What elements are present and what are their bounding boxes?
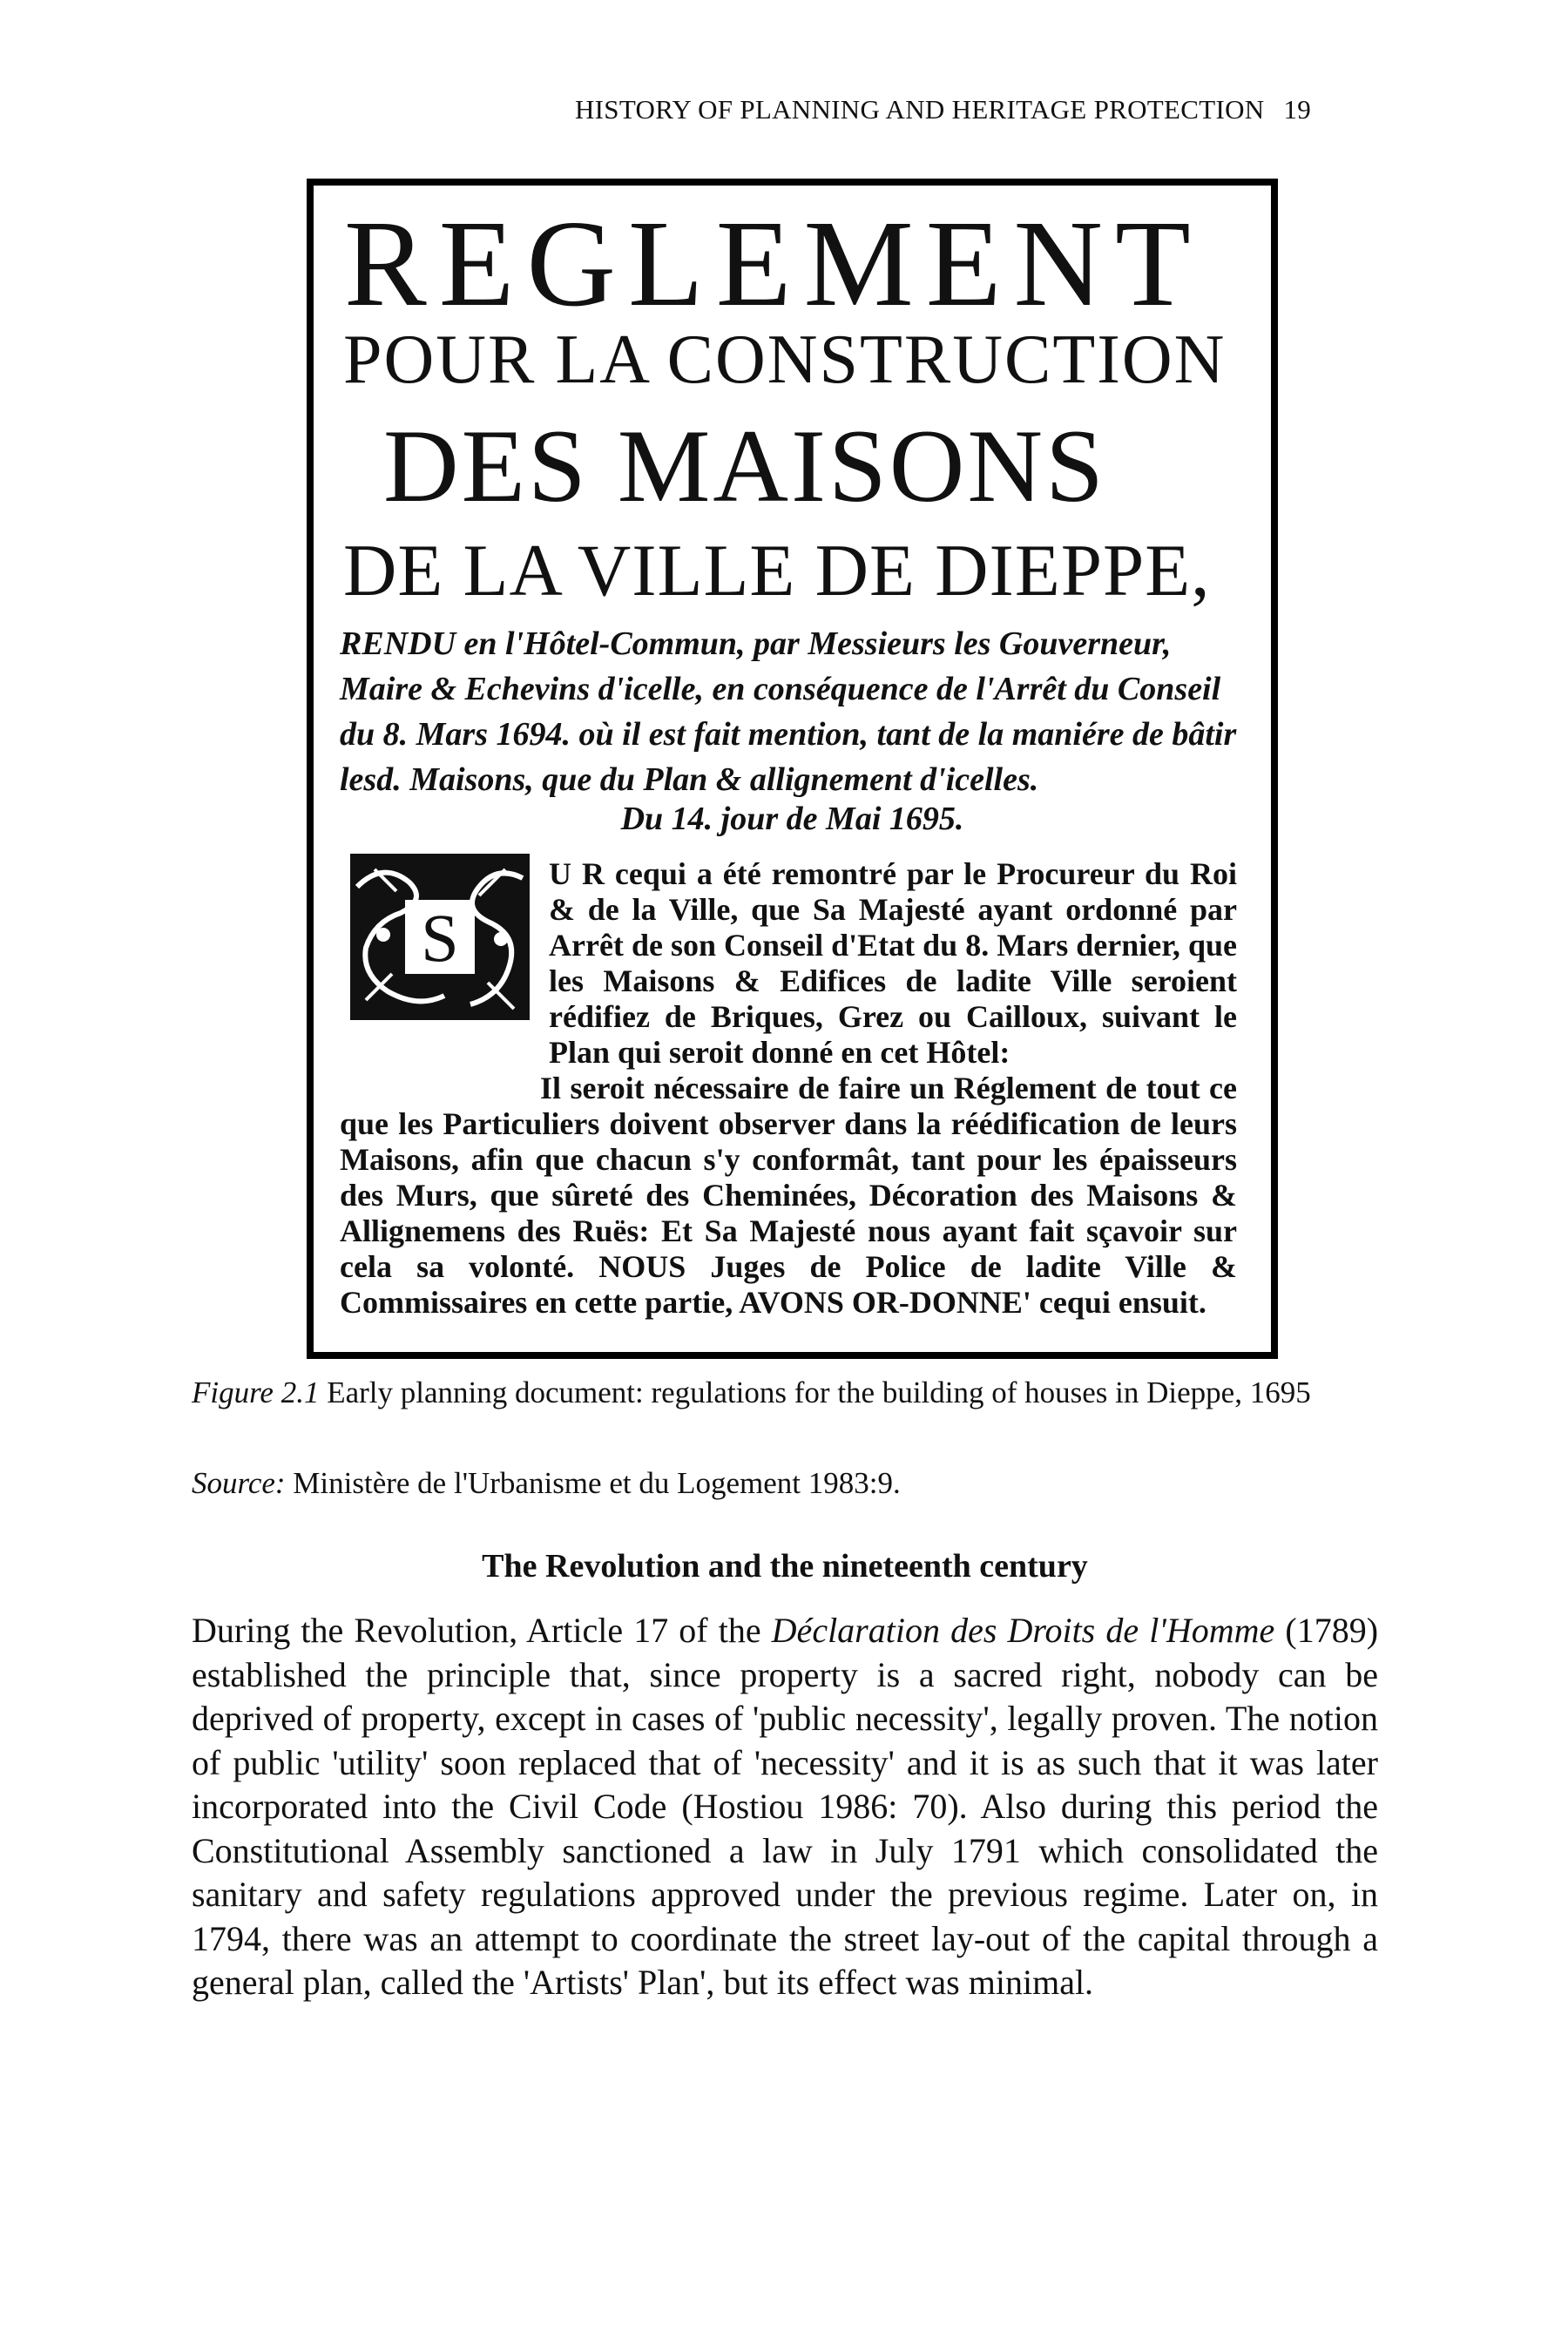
doc-body-rest: Il seroit nécessaire de faire un Réglement de tout ce que les Particuliers doivent observer dans la réédification de leurs Maisons, afin que chacun s'y conformât, tant pour les épaisseurs des Murs, que sûreté des Cheminées, Décoration des Maisons & Allignemens des Ruës: Et Sa Majesté nous ayant fait sçavoir sur cela sa volonté. NOUS Juges de Police de ladite Ville & Commissaires en cette partie, AVONS OR-DONNE' cequi ensuit. bbox=[340, 1071, 1237, 1320]
source-text: Ministère de l'Urbanisme et du Logement 1983:9. bbox=[285, 1466, 901, 1500]
figure-source bbox=[192, 1466, 1378, 1501]
doc-body-start: U R cequi a été remontré par le Procureur du Roi & de la Ville, que Sa Majesté ayant ordonné par Arrêt de son Conseil d'Etat du 8. Mars dernier, que les Maisons & Edifices de ladite Ville seroient rédifiez de Briques, Grez ou Cailloux, suivant le Plan qui seroit donné en cet Hôtel: bbox=[549, 856, 1237, 1070]
figure-caption bbox=[192, 1375, 1378, 1411]
paragraph-part2: (1789) established the principle that, since property is a sacred right, nobody can be deprived of property, except in cases of 'public necessity', legally proven. The notion of public 'utility' soon replaced that of 'necessity' and it is as such that it was later incorporated into the Civil Code (Hostiou 1986: 70). Also during this period the Constitutional Assembly sanctioned a law in July 1791 which consolidated the sanitary and safety regulations approved under the previous regime. Later on, in 1794, there was an attempt to coordinate the street lay-out of the capital through a general plan, called the 'Artists' Plan', but its effect was minimal. bbox=[192, 1611, 1379, 2002]
doc-subtitle-town: DE LA VILLE DE DIEPPE, bbox=[343, 530, 1211, 612]
doc-title: REGLEMENT bbox=[344, 194, 1203, 332]
paragraph-italic-title: Déclaration des Droits de l'Homme bbox=[771, 1611, 1275, 1650]
doc-date: Du 14. jour de Mai 1695. bbox=[620, 801, 964, 837]
caption-label: Figure 2.1 bbox=[192, 1375, 320, 1409]
doc-intro-text: RENDU en l'Hôtel-Commun, par Messieurs les Gouverneur, Maire & Echevins d'icelle, en conséquence de l'Arrêt du Conseil du 8. Mars 1694. où il est fait mention, tant de la maniére de bâtir lesd. Maisons, que du Plan & allignement d'icelles. bbox=[340, 625, 1237, 798]
paragraph-part1: During the Revolution, Article 17 of the bbox=[192, 1611, 772, 1650]
running-header bbox=[575, 94, 1376, 125]
ornament-letter: S bbox=[421, 900, 459, 976]
caption-text: Early planning document: regulations for the building of houses in Dieppe, 1695 bbox=[319, 1375, 1311, 1409]
body-paragraph bbox=[192, 1609, 1378, 2005]
section-heading: The Revolution and the nineteenth century bbox=[482, 1548, 1088, 1585]
figure-document-image bbox=[307, 179, 1278, 1359]
source-label: Source: bbox=[192, 1466, 286, 1500]
running-title: HISTORY OF PLANNING AND HERITAGE PROTECTION bbox=[575, 94, 1265, 125]
page-number: 19 bbox=[1283, 94, 1312, 125]
doc-subtitle-line: POUR LA CONSTRUCTION bbox=[343, 321, 1227, 398]
doc-body-text bbox=[340, 856, 1237, 1321]
doc-subtitle-large: DES MAISONS bbox=[383, 408, 1106, 524]
